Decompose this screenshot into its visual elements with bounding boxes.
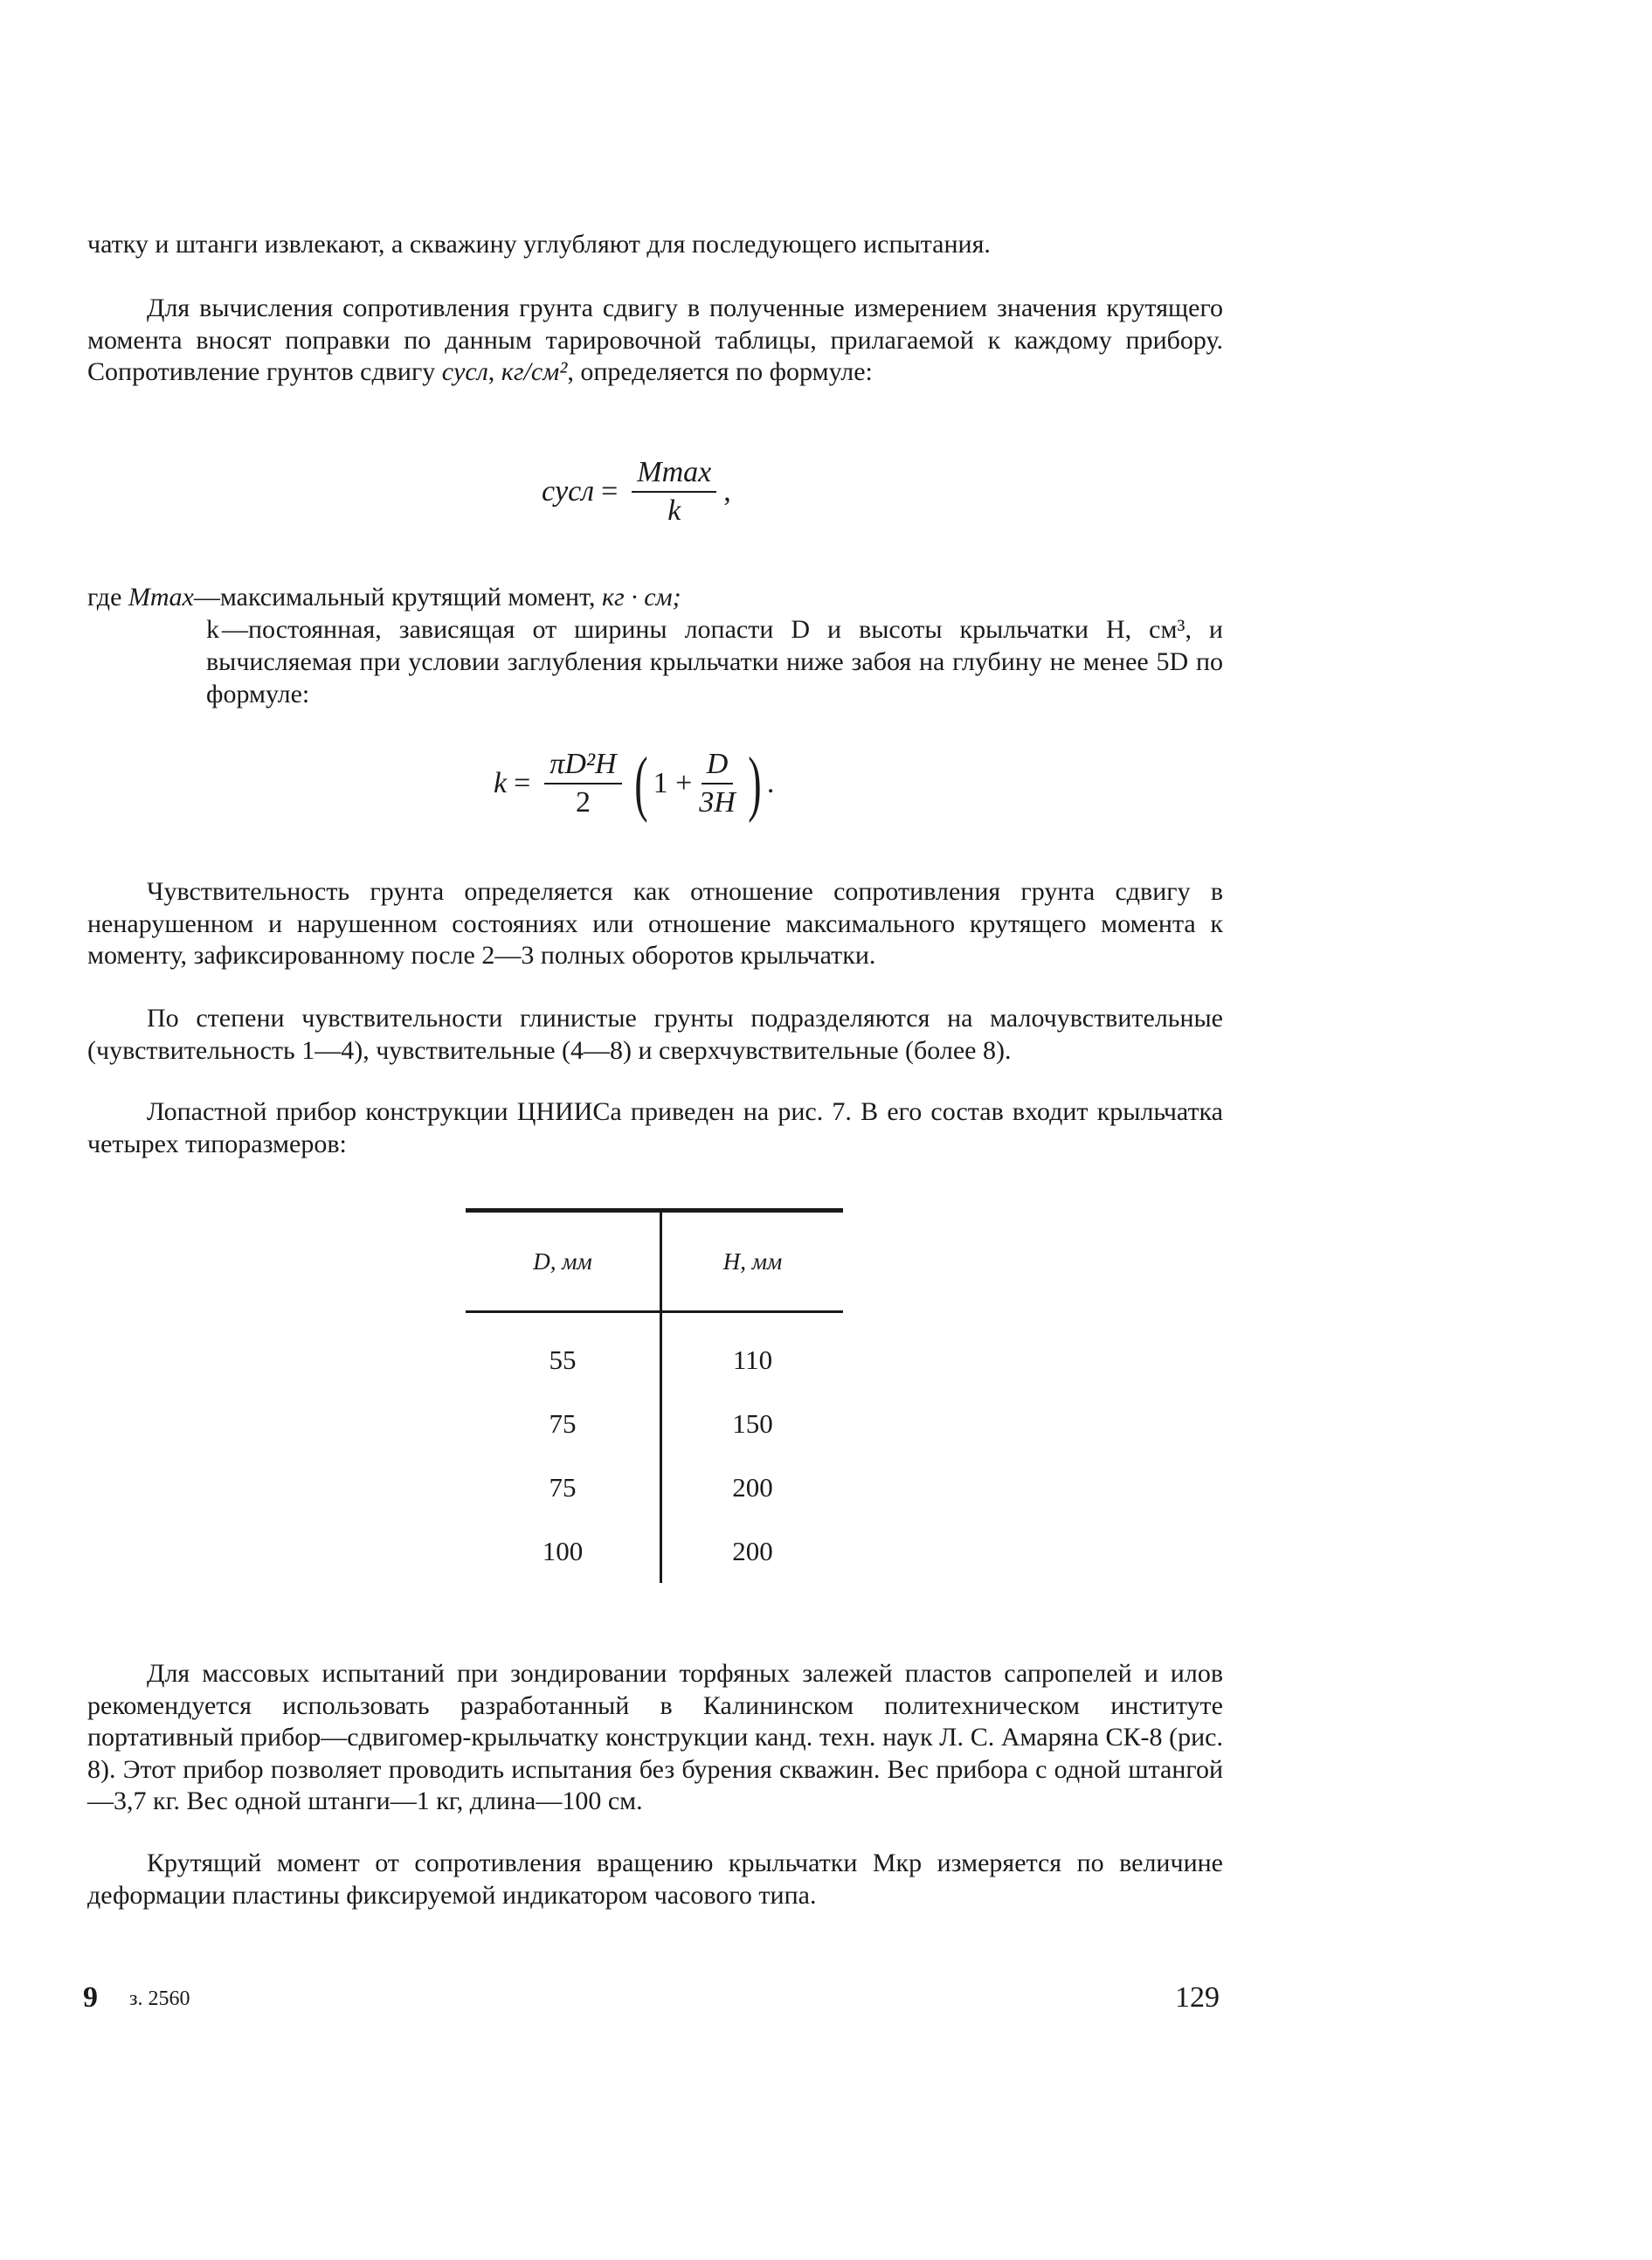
formula1-equals: =: [601, 475, 619, 508]
symbol-c-usl: cусл: [441, 357, 488, 386]
header-diameter: D, мм: [466, 1211, 661, 1312]
paragraph-mass-testing: Для массовых испытаний при зондировании торфяных залежей пластов сапропелей и илов рекомендуется использовать разработанный в Калининском политехническом институте портативный прибор—сдвигомер-крыльчатку конструкции канд. техн. наук Л. С. Амаряна СК-8 (рис. 8). Этот прибор позволяет проводить испытания без бурения скважин. Вес прибора с одной штангой—3,7 кг. Вес одной штанги—1 кг, длина—100 см.: [87, 1659, 1223, 1815]
formula2-paren-close: ): [748, 743, 762, 824]
cell-h: 200: [732, 1535, 773, 1566]
order-code: з. 2560: [129, 1987, 190, 2010]
formula2-denominator: 2: [575, 786, 591, 819]
cell-d: 75: [466, 1455, 661, 1519]
paragraph-continuation: чатку и штанги извлекают, а скважину углубляют для последующего испытания.: [87, 230, 991, 259]
paragraph-sensitivity-classes: По степени чувствительности глинистые грунты подразделяются на малочувствительные (чувствительность 1—4), чувствительные (4—8) и сверхчувствительные (более 8).: [87, 1004, 1223, 1065]
paragraph-sensitivity: Чувствительность грунта определяется как отношение сопротивления грунта сдвигу в ненарушенном и нарушенном состояниях или отношение максимального крутящего момента к моменту, зафиксированному после 2—3 полных оборотов крыльчатки.: [87, 877, 1223, 970]
definition-k: [206, 613, 1223, 710]
formula-k-constant: [494, 743, 775, 824]
mmax-text: —максимальный крутящий момент,: [193, 583, 596, 612]
unit-kg-cm2: кг/см²: [501, 357, 568, 386]
cell-h: 110: [732, 1344, 773, 1375]
definition-mmax: [87, 581, 681, 613]
table-row: [466, 1392, 843, 1455]
formula2-inner-fraction: [699, 748, 736, 819]
paragraph-text: Для вычисления сопротивления грунта сдвигу в полученные измерением значения крутящего момента вносят поправки по данным тарировочной таблицы, прилагаемой к каждому прибору. Сопротивление грунтов сдвигу: [87, 294, 1223, 386]
formula2-fraction: [544, 748, 621, 819]
formula2-trailing: .: [766, 767, 775, 799]
formula2-equals: =: [514, 767, 531, 799]
page-number: 129: [1175, 1981, 1220, 2014]
cell-d: 55: [466, 1312, 661, 1393]
table-row: [466, 1455, 843, 1519]
formula1-lhs: cусл: [542, 475, 595, 508]
paragraph-torque-measurement: Крутящий момент от сопротивления вращению крыльчатки Mкр измеряется по величине деформации пластины фиксируемой индикатором часового типа.: [87, 1849, 1223, 1910]
formula2-paren-open: (: [633, 743, 648, 824]
formula2-inner-numerator: D: [702, 748, 734, 784]
formula1-denominator: k: [667, 494, 681, 527]
formula2-numerator: πD²H: [544, 748, 621, 784]
vane-sizes-table: [466, 1208, 843, 1583]
k-text: —постоянная, зависящая от ширины лопасти D и высоты крыльчатки H, см³, и вычисляемая при условии заглубления крыльчатки ниже забоя на глубину не менее 5D по формуле:: [206, 615, 1223, 708]
paragraph-vane-device: Лопастной прибор конструкции ЦНИИСа приведен на рис. 7. В его состав входит крыльчатка четырех типоразмеров:: [87, 1097, 1223, 1158]
mmax-unit: кг · см;: [601, 583, 681, 612]
cell-h: 150: [732, 1407, 773, 1439]
formula2-one-plus: 1 +: [653, 767, 693, 799]
formula-shear-resistance: [542, 456, 731, 528]
cell-d: 75: [466, 1392, 661, 1455]
paragraph-shear-calculation: Для вычисления сопротивления грунта сдвигу в полученные измерением значения крутящего момента вносят поправки по данным тарировочной таблицы, прилагаемой к каждому прибору. Сопротивление грунтов сдвигу cусл, кг/см², определяется по формуле:: [87, 294, 1223, 386]
signature-number: 9: [83, 1981, 98, 2014]
formula1-numerator: Mmax: [632, 456, 716, 493]
header-height: H, мм: [661, 1211, 844, 1312]
formula1-fraction: [632, 456, 716, 528]
table-row: [466, 1519, 843, 1583]
table-header-row: [466, 1211, 843, 1312]
table-row: [466, 1312, 843, 1393]
where-word: где: [87, 583, 122, 612]
formula1-trailing: ,: [723, 475, 731, 508]
mmax-symbol: Mmax: [128, 583, 194, 612]
formula2-lhs: k: [494, 767, 508, 799]
paragraph-tail: определяется по формуле:: [580, 357, 873, 386]
formula2-inner-denominator: 3H: [699, 786, 736, 819]
cell-d: 100: [466, 1519, 661, 1583]
cell-h: 200: [732, 1471, 773, 1503]
k-symbol: k: [206, 615, 219, 644]
